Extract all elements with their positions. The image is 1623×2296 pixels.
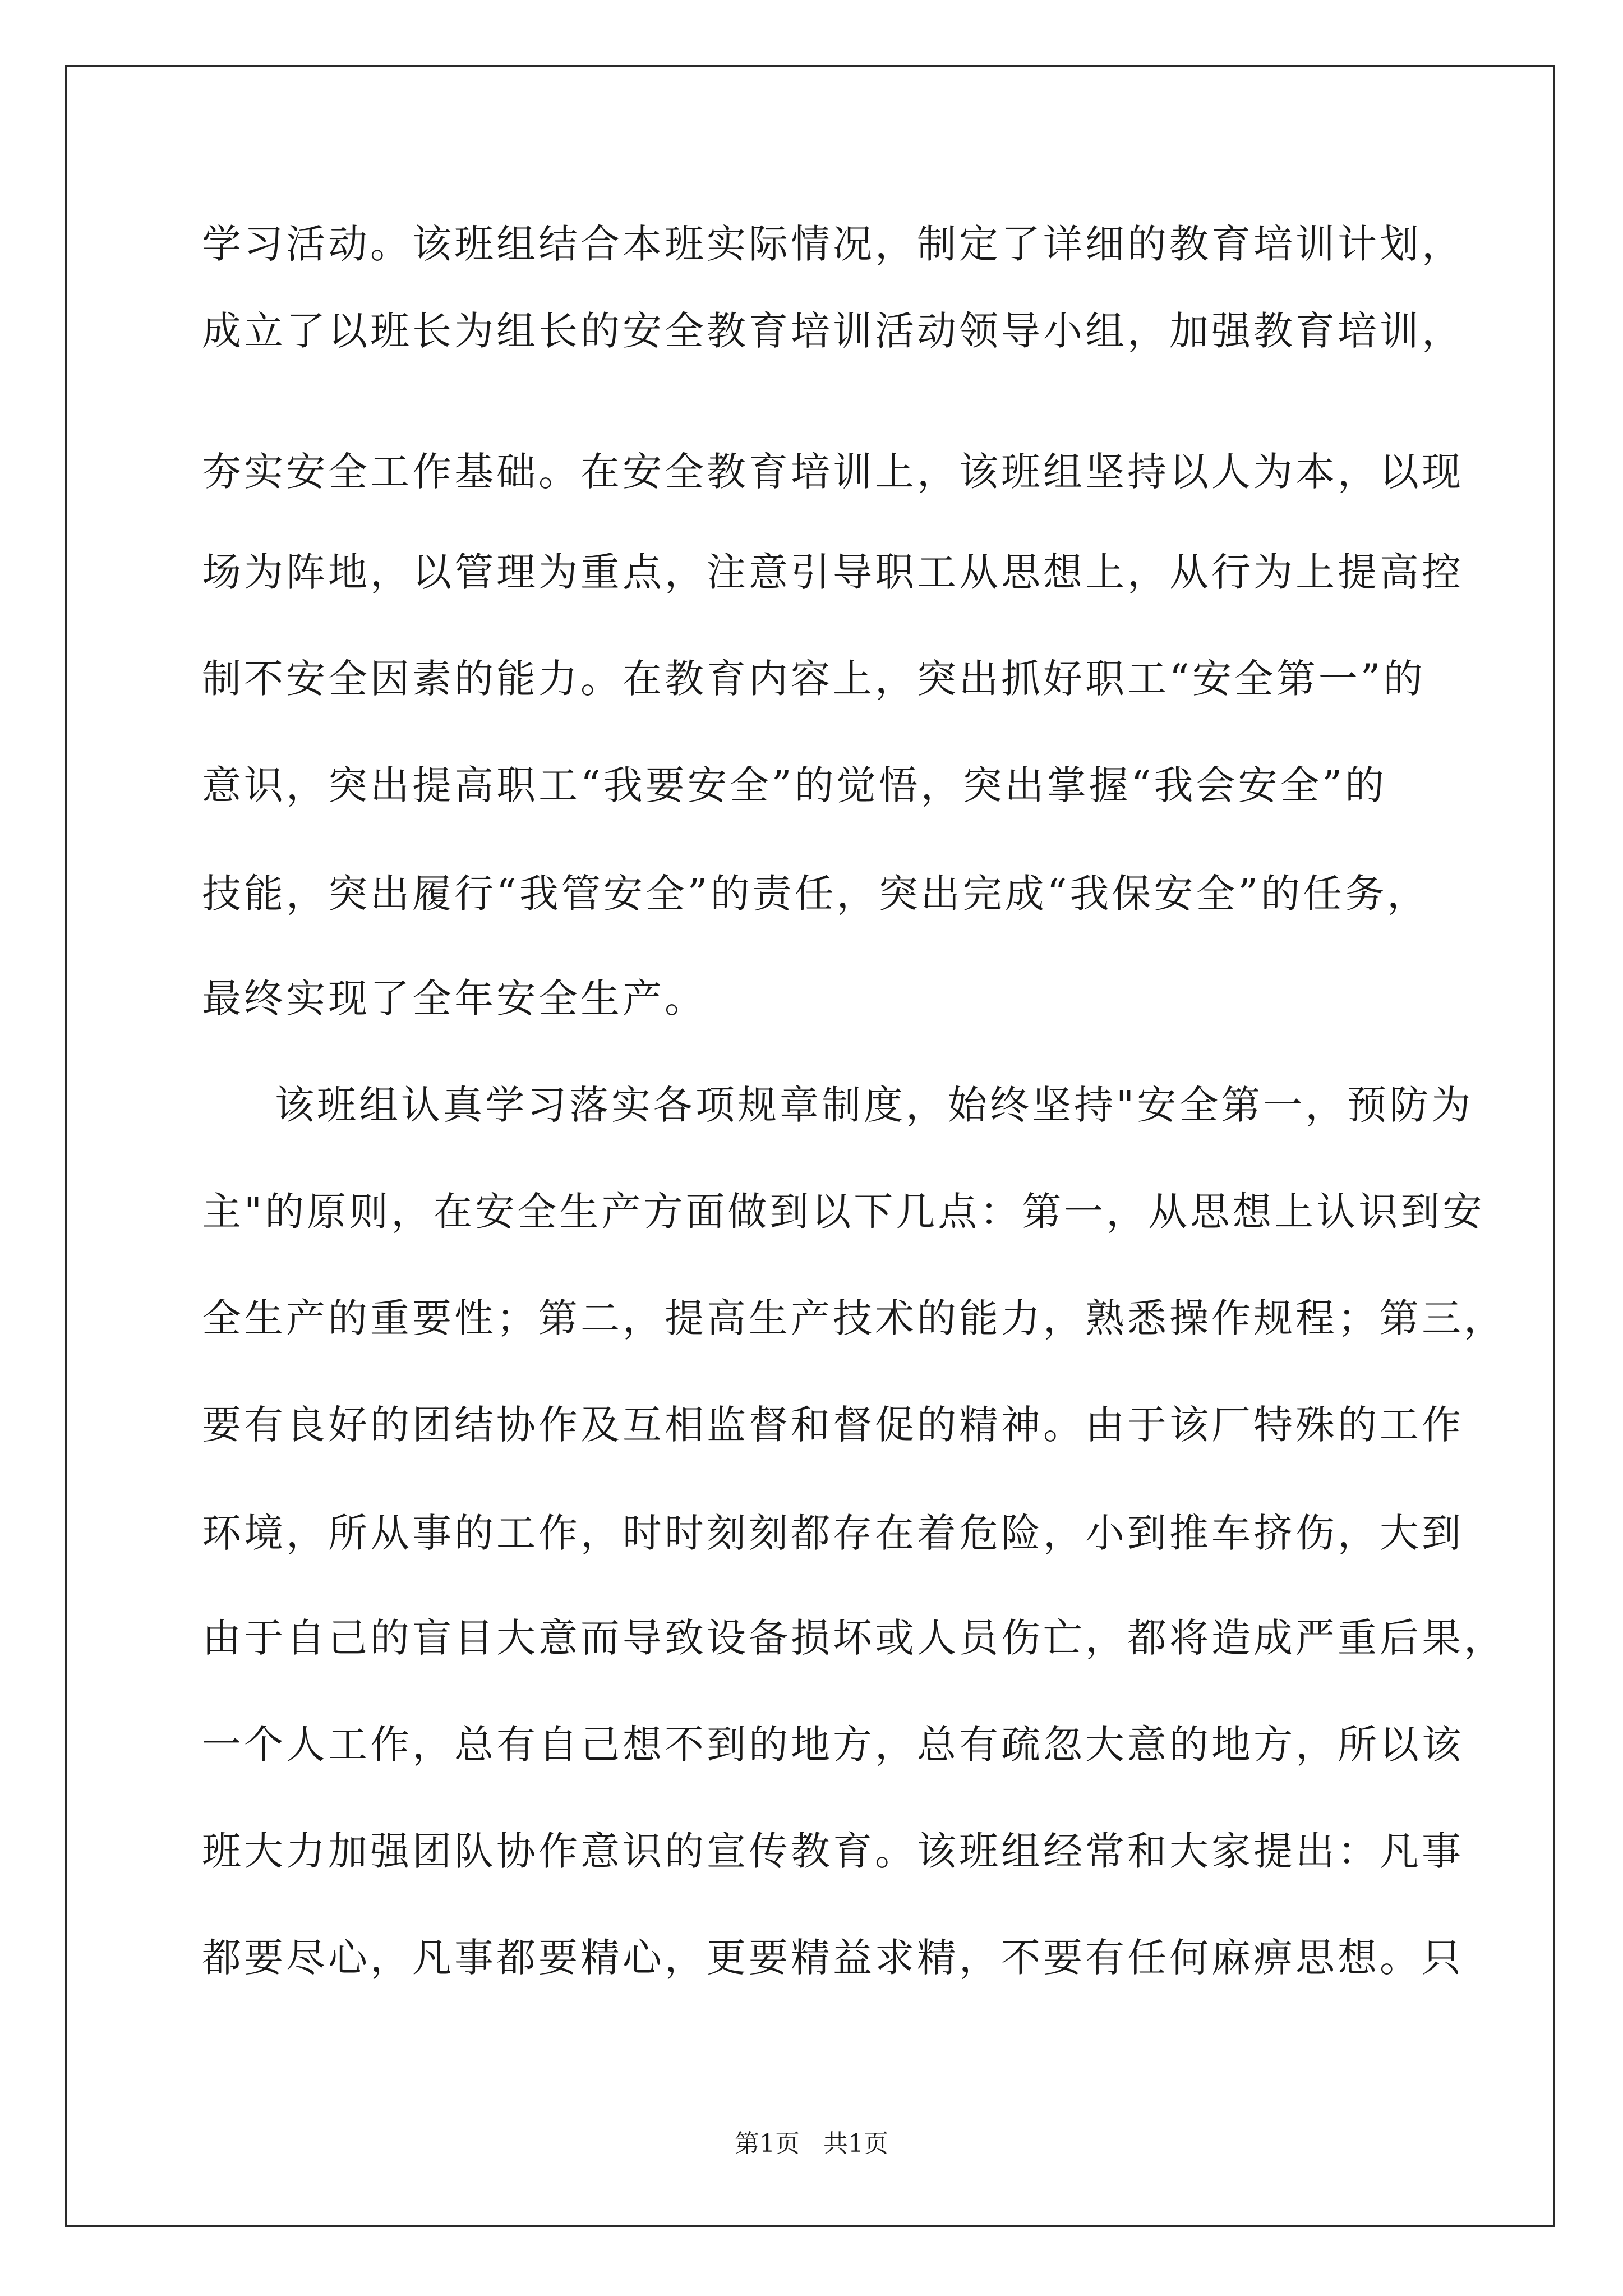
text-line: 最终实现了全年安全生产。 <box>202 976 707 1022</box>
page-border <box>65 65 1555 2227</box>
text-line: 班大力加强团队协作意识的宣传教育。该班组经常和大家提出：凡事 <box>202 1828 1464 1874</box>
text-line: 场为阵地，以管理为重点，注意引导职工从思想上，从行为上提高控 <box>202 549 1464 595</box>
text-line: 全生产的重要性；第二，提高生产技术的能力，熟悉操作规程；第三， <box>202 1295 1506 1341</box>
text-line: 环境，所从事的工作，时时刻刻都存在着危险，小到推车挤伤，大到 <box>202 1510 1464 1556</box>
text-line: 成立了以班长为组长的安全教育培训活动领导小组，加强教育培训， <box>202 308 1464 354</box>
text-line: 意识，突出提高职工“我要安全”的觉悟，突出掌握“我会安全”的 <box>202 762 1387 808</box>
text-line: 技能，突出履行“我管安全”的责任，突出完成“我保安全”的任务， <box>202 871 1430 917</box>
text-line: 都要尽心，凡事都要精心，更要精益求精，不要有任何麻痹思想。只 <box>202 1935 1464 1981</box>
text-line: 夯实安全工作基础。在安全教育培训上，该班组坚持以人为本，以现 <box>202 449 1464 495</box>
text-line: 学习活动。该班组结合本班实际情况，制定了详细的教育培训计划， <box>202 221 1464 267</box>
text-line: 主"的原则，在安全生产方面做到以下几点：第一，从思想上认识到安 <box>202 1189 1485 1235</box>
paragraph-first-line: 该班组认真学习落实各项规章制度，始终坚持"安全第一，预防为 <box>275 1082 1474 1128</box>
page-number-footer: 第1页 共1页 <box>735 2129 888 2158</box>
text-line: 要有良好的团结协作及互相监督和督促的精神。由于该厂特殊的工作 <box>202 1402 1464 1448</box>
text-line: 一个人工作，总有自己想不到的地方，总有疏忽大意的地方，所以该 <box>202 1722 1464 1768</box>
text-line: 制不安全因素的能力。在教育内容上，突出抓好职工“安全第一”的 <box>202 656 1426 702</box>
text-line: 由于自己的盲目大意而导致设备损坏或人员伤亡，都将造成严重后果， <box>202 1615 1506 1661</box>
